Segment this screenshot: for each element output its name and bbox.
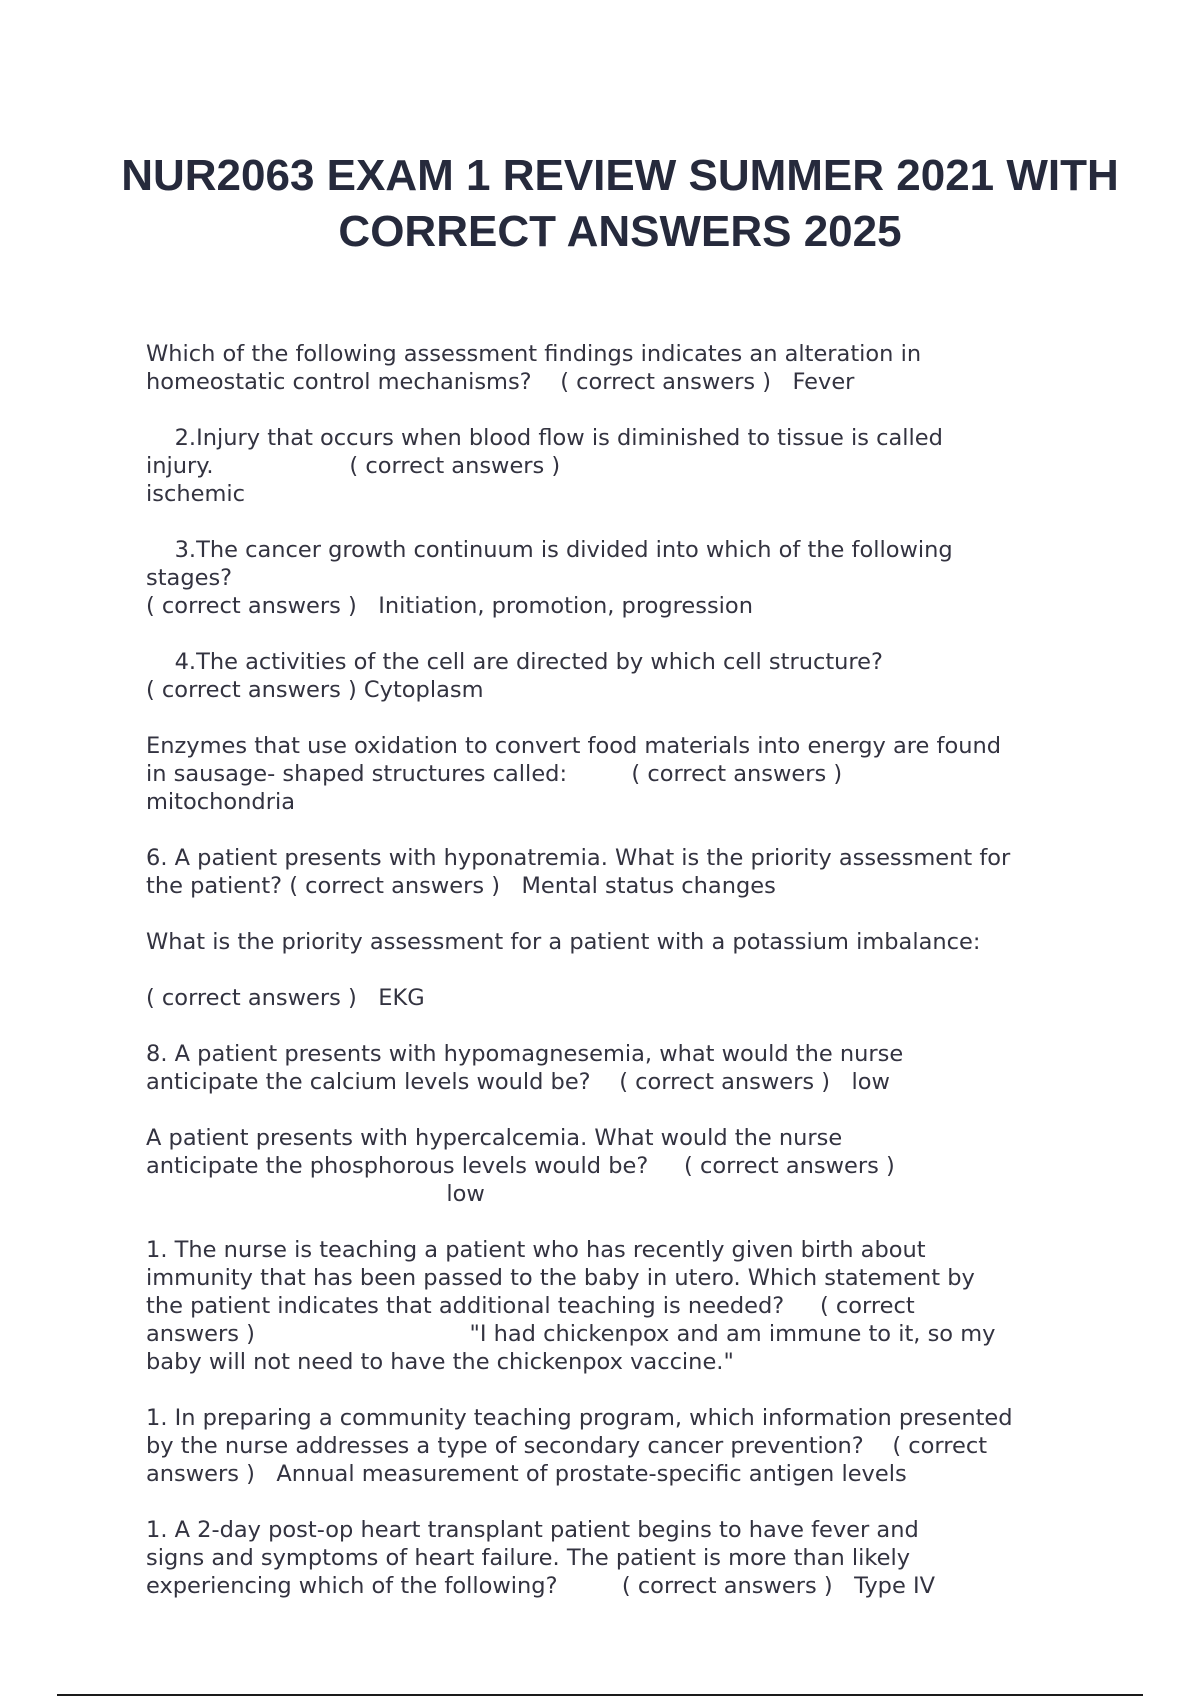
question-item: 6. A patient presents with hyponatremia. What is the priority assessment for the patient? ( correct answers ) Mental status changes [146, 845, 1011, 899]
page-bottom-divider [57, 1694, 1143, 1696]
question-item: 8. A patient presents with hypomagnesemia, what would the nurse anticipate the calcium levels would be? ( correct answers ) low [146, 1041, 904, 1095]
question-item: 1. In preparing a community teaching program, which information presented by the nurse addresses a type of secondary cancer prevention? ( correct answers ) Annual measurement of prostate-specific antigen levels [146, 1405, 1013, 1487]
question-item: What is the priority assessment for a patient with a potassium imbalance: [146, 929, 981, 955]
question-item: 4.The activities of the cell are directed by which cell structure? ( correct answers ) Cytoplasm [146, 649, 883, 703]
page-title: NUR2063 EXAM 1 REVIEW SUMMER 2021 WITH CORRECT ANSWERS 2025 [121, 151, 1119, 256]
question-item: 3.The cancer growth continuum is divided into which of the following stages? ( correct answers ) Initiation, promotion, progression [146, 537, 953, 619]
question-item: Enzymes that use oxidation to convert food materials into energy are found in sausage- shaped structures called: ( correct answers ) mitochondria [146, 733, 1002, 815]
question-item: 1. A 2-day post-op heart transplant patient begins to have fever and signs and symptoms of heart failure. The patient is more than likely experiencing which of the following? ( correct answers ) Type IV [146, 1517, 935, 1599]
question-item: ( correct answers ) EKG [146, 985, 425, 1011]
question-item: A patient presents with hypercalcemia. What would the nurse anticipate the phosphorous levels would be? ( correct answers ) low [146, 1125, 895, 1207]
question-item: 2.Injury that occurs when blood flow is diminished to tissue is called injury. ( correct answers ) ischemic [146, 425, 943, 507]
question-list [146, 340, 1086, 1628]
question-item: 1. The nurse is teaching a patient who has recently given birth about immunity that has been passed to the baby in utero. Which statement by the patient indicates that additional teaching is needed? ( correct answers ) "I had chickenpox and am immune to it, so my baby will not need to have the chickenpox vaccine." [146, 1237, 996, 1375]
question-item: Which of the following assessment findings indicates an alteration in homeostatic control mechanisms? ( correct answers ) Fever [146, 341, 922, 395]
